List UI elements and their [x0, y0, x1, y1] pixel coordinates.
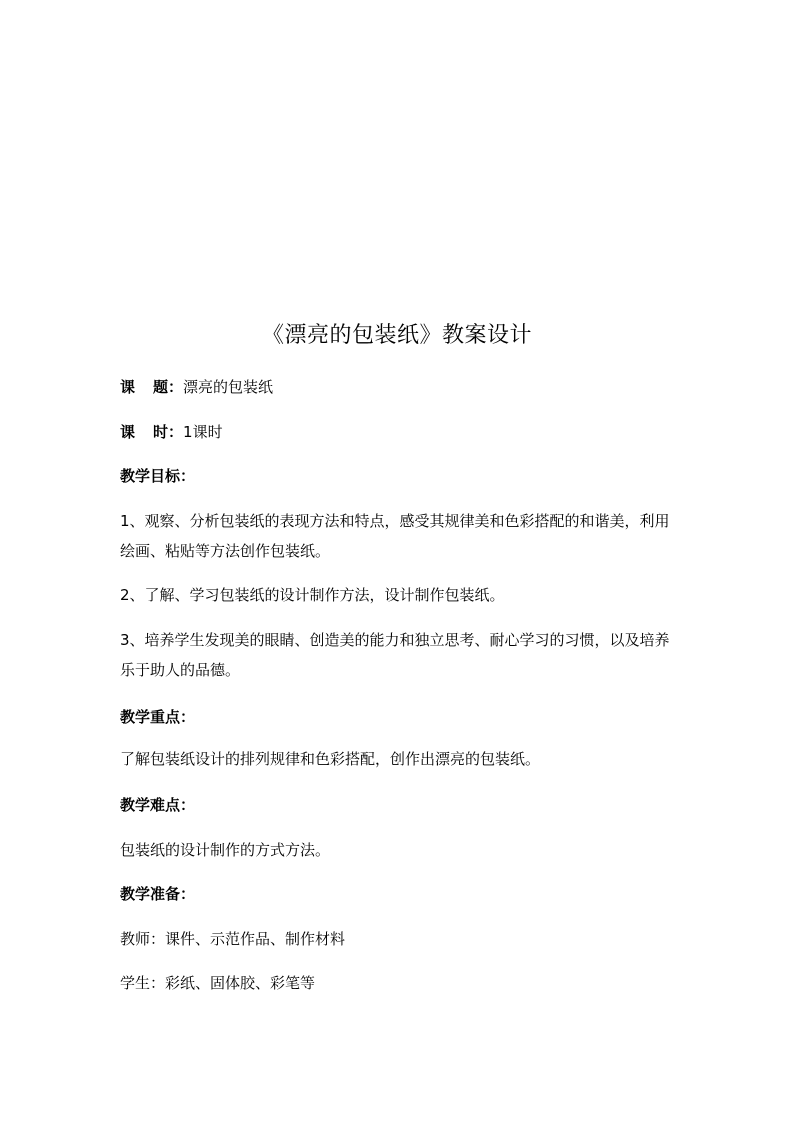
topic-label-a: 课	[120, 378, 136, 396]
preparation-teacher: 教师：课件、示范作品、制作材料	[120, 930, 346, 948]
objective-item-3: 3、培养学生发现美的眼睛、创造美的能力和独立思考、耐心学习的习惯，以及培养乐于助人的品德。	[120, 631, 670, 679]
objective-item-2: 2、了解、学习包装纸的设计制作方法，设计制作包装纸。	[120, 586, 505, 604]
objectives-heading: 教学目标：	[120, 467, 196, 485]
topic-label-b: 题：	[153, 378, 184, 396]
difficulties-heading: 教学难点：	[120, 796, 196, 814]
document-title: 《漂亮的包装纸》教案设计	[261, 323, 532, 348]
topic-line	[120, 375, 680, 399]
hours-value: 1课时	[183, 423, 223, 441]
key-points-text: 了解包装纸设计的排列规律和色彩搭配，创作出漂亮的包装纸。	[120, 750, 541, 768]
difficulties-text: 包装纸的设计制作的方式方法。	[120, 841, 331, 859]
preparation-student: 学生：彩纸、固体胶、彩笔等	[120, 974, 316, 992]
hours-label-b: 时：	[153, 423, 184, 441]
preparation-heading: 教学准备：	[120, 885, 196, 903]
topic-value: 漂亮的包装纸	[183, 378, 274, 396]
objective-item-1: 1、观察、分析包装纸的表现方法和特点，感受其规律美和色彩搭配的和谐美，利用绘画、粘贴等方法创作包装纸。	[120, 512, 670, 560]
hours-label-a: 课	[120, 423, 136, 441]
hours-line	[120, 420, 680, 444]
key-points-heading: 教学重点：	[120, 708, 196, 726]
